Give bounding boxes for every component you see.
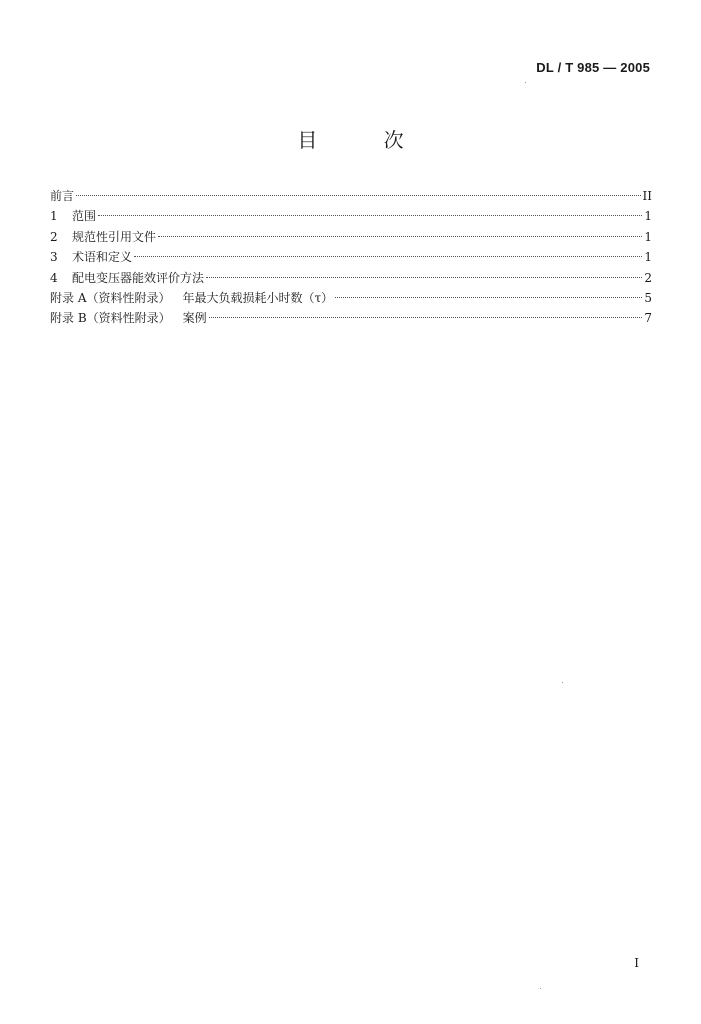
page-title: 目 次 [297,128,434,152]
toc-entry-text: 范围 [72,209,97,224]
toc-entry-page: 2 [644,270,652,285]
scan-speck [525,82,526,83]
toc-leader-dots [76,195,641,196]
toc-entry-evaluation-method[interactable] [50,268,652,288]
scan-speck [540,988,541,989]
standard-code: DL / T 985 — 2005 [536,60,650,75]
toc-leader-dots [206,277,642,278]
toc-entry-text: 年最大负载损耗小时数（τ） [182,290,334,305]
toc-entry-appendix-a[interactable] [50,288,652,308]
toc-leader-dots [98,215,642,216]
toc-entry-text: 术语和定义 [72,250,133,265]
toc-entry-page: 7 [644,311,652,326]
toc-entry-terms-definitions[interactable] [50,247,652,267]
toc-entry-page: 1 [644,250,652,265]
toc-entry-number: 2 [50,229,58,244]
toc-entry-normative-references[interactable] [50,227,652,247]
toc-entry-number: 3 [50,250,58,265]
toc-entry-page: 1 [644,209,652,224]
toc-entry-appendix-label: 附录 A（资料性附录） [50,290,171,305]
toc-entry-scope[interactable] [50,206,652,226]
page-number: I [634,956,639,970]
toc-entry-page: 5 [644,290,652,305]
toc-entry-page: 1 [644,229,652,244]
toc-leader-dots [134,256,642,257]
toc-entry-foreword[interactable] [50,186,652,206]
toc-entry-text: 前言 [50,189,75,203]
toc-entry-number: 4 [50,270,58,285]
toc-entry-page: II [642,189,652,203]
toc-leader-dots [209,317,642,318]
toc-entry-number: 1 [50,209,58,224]
toc-entry-text: 规范性引用文件 [72,229,157,244]
toc-entry-appendix-label: 附录 B（资料性附录） [50,311,171,326]
table-of-contents [50,186,652,329]
toc-entry-appendix-b[interactable] [50,308,652,328]
toc-entry-text: 案例 [182,311,207,326]
toc-leader-dots [335,297,642,298]
toc-entry-text: 配电变压器能效评价方法 [72,270,205,285]
scan-speck [562,682,563,683]
toc-leader-dots [158,236,642,237]
